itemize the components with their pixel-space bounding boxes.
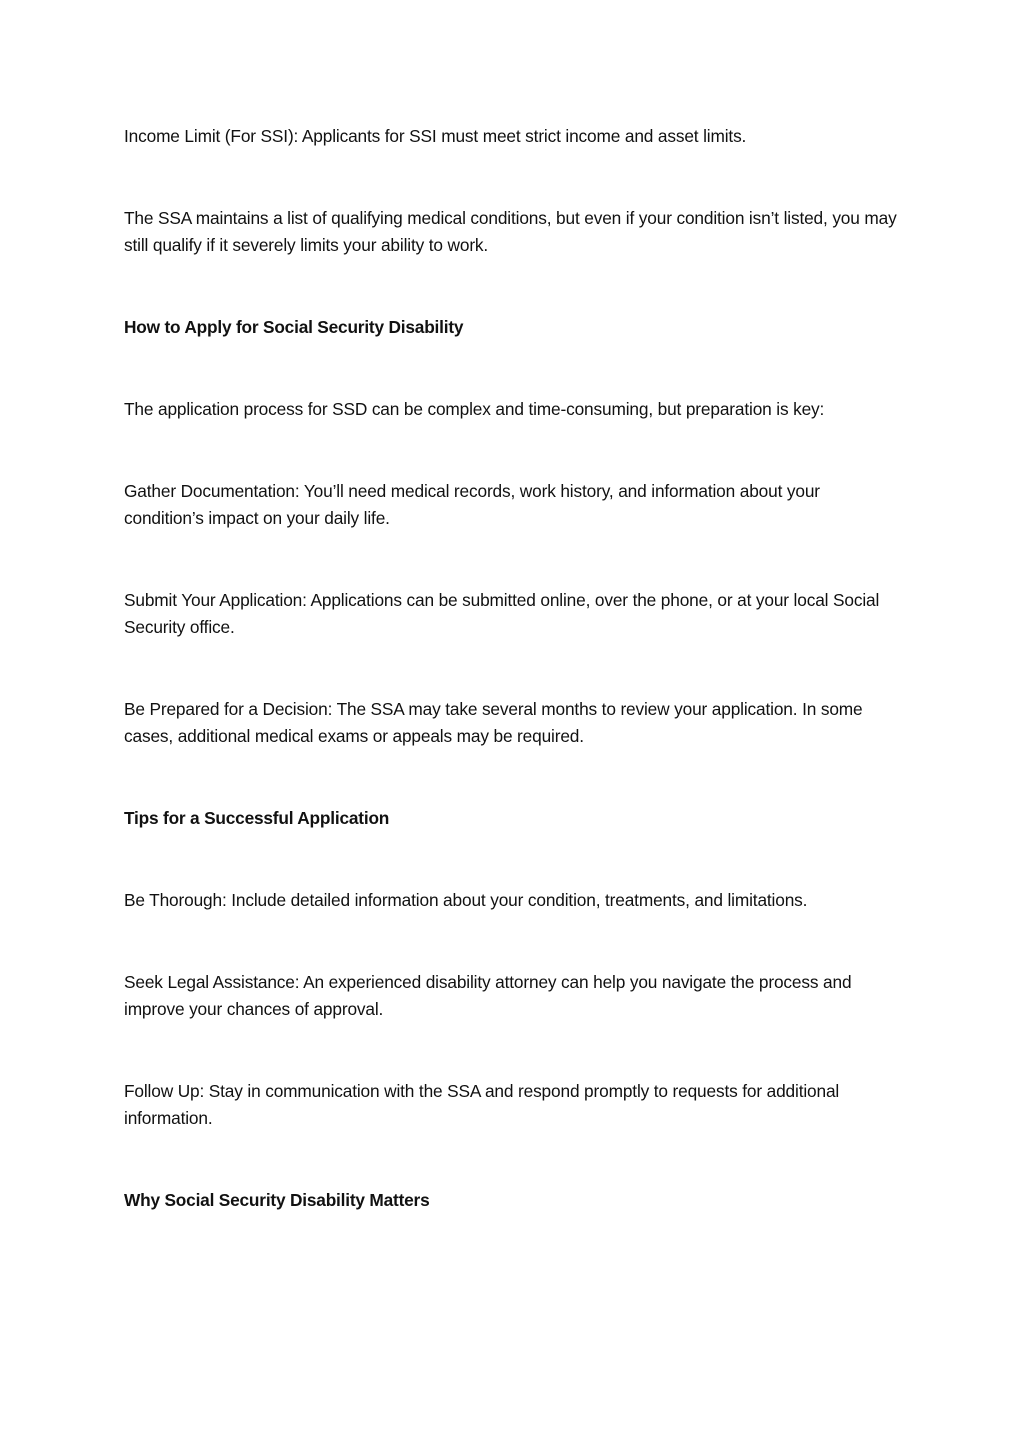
heading-how-to-apply: How to Apply for Social Security Disability	[124, 317, 464, 337]
paragraph-gather-documentation: Gather Documentation: You’ll need medical records, work history, and information about your condition’s impact on your daily life.	[124, 481, 820, 528]
paragraph-be-thorough: Be Thorough: Include detailed information about your condition, treatments, and limitations.	[124, 890, 808, 910]
paragraph-be-prepared: Be Prepared for a Decision: The SSA may take several months to review your application. In some cases, additional medical exams or appeals may be required.	[124, 699, 863, 746]
paragraph-qualifying-conditions: The SSA maintains a list of qualifying medical conditions, but even if your condition isn’t listed, you may still qualify if it severely limits your ability to work.	[124, 208, 897, 255]
paragraph-legal-assistance: Seek Legal Assistance: An experienced disability attorney can help you navigate the process and improve your chances of approval.	[124, 972, 852, 1019]
paragraph-income-limit: Income Limit (For SSI): Applicants for SSI must meet strict income and asset limits.	[124, 126, 747, 146]
paragraph-application-process: The application process for SSD can be complex and time-consuming, but preparation is key:	[124, 399, 825, 419]
paragraph-submit-application: Submit Your Application: Applications can be submitted online, over the phone, or at your local Social Security office.	[124, 590, 880, 637]
paragraph-follow-up: Follow Up: Stay in communication with the SSA and respond promptly to requests for additional information.	[124, 1081, 840, 1128]
heading-tips: Tips for a Successful Application	[124, 808, 390, 828]
heading-why-it-matters: Why Social Security Disability Matters	[124, 1190, 430, 1210]
document-body	[124, 123, 899, 1214]
